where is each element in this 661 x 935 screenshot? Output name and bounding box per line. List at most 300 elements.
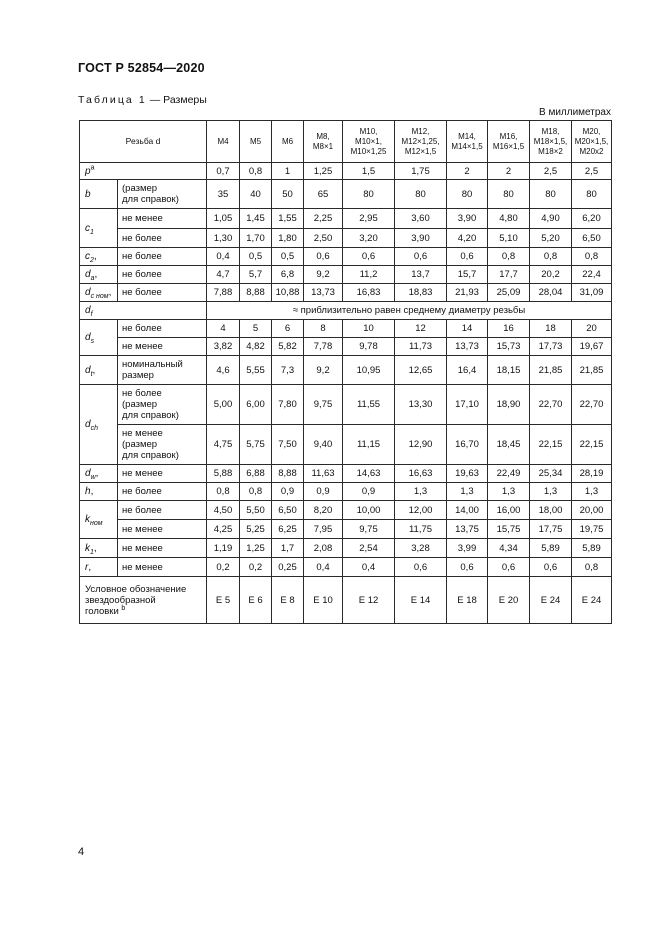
- value-cell: 8,20: [304, 501, 343, 520]
- table-row-dw: [80, 465, 612, 483]
- value-cell: 9,2: [304, 356, 343, 385]
- row-condition: [118, 356, 207, 385]
- table-row-ds: [80, 320, 612, 338]
- value-cell: 19,63: [447, 465, 488, 483]
- row-symbol: [80, 248, 118, 266]
- thread-size-text: M18×1,5,: [533, 136, 568, 146]
- symbol-letter: d: [85, 332, 91, 343]
- table-header-row: [80, 121, 612, 163]
- row-symbol: [80, 356, 118, 385]
- value-cell: 1,25: [304, 163, 343, 180]
- row-symbol: [80, 501, 118, 539]
- row-condition: [118, 338, 207, 356]
- value-cell: 3,90: [395, 229, 447, 248]
- value-cell: 12: [395, 320, 447, 338]
- condition-text: не менее: [122, 213, 163, 224]
- value-cell: 4,82: [240, 338, 272, 356]
- value-cell: 1,45: [240, 209, 272, 229]
- value-cell: 11,55: [343, 385, 395, 425]
- thread-size-text: M12×1,5: [404, 146, 437, 156]
- symbol-subscript: a: [90, 275, 95, 282]
- value-cell: 1,7: [272, 539, 304, 558]
- value-cell: 18: [530, 320, 572, 338]
- thread-size-text: M16×1,5: [492, 141, 525, 151]
- symbol-letter: d: [85, 419, 91, 430]
- value-cell: 9,75: [304, 385, 343, 425]
- table-row-b: [80, 180, 612, 209]
- value-cell: 0,2: [240, 558, 272, 577]
- symbol-letter: k: [85, 542, 90, 554]
- value-cell: E 20: [488, 577, 530, 624]
- value-cell: 0,6: [530, 558, 572, 577]
- value-cell: 0,8: [530, 248, 572, 266]
- designation-label-text: Условное обозначение: [85, 583, 187, 595]
- designation-superscript: b: [121, 604, 126, 612]
- value-cell: 28,19: [572, 465, 612, 483]
- value-cell: 6,50: [272, 501, 304, 520]
- value-cell: 7,78: [304, 338, 343, 356]
- row-condition: [118, 501, 207, 520]
- value-cell: 22,70: [530, 385, 572, 425]
- symbol-letter: d: [85, 305, 91, 316]
- row-symbol: [80, 320, 118, 356]
- table-row-c1: [80, 209, 612, 229]
- thread-size-text: M8×1: [312, 141, 334, 151]
- value-cell: 4,75: [207, 425, 240, 465]
- value-cell: 7,95: [304, 520, 343, 539]
- header-thread-size: [304, 121, 343, 163]
- value-cell: E 5: [207, 577, 240, 624]
- condition-text: не более: [122, 504, 162, 516]
- condition-text: не более: [122, 251, 162, 262]
- symbol-subscript: s: [90, 338, 95, 345]
- row-condition: [118, 229, 207, 248]
- value-cell: 18,15: [488, 356, 530, 385]
- row-symbol: [80, 209, 118, 248]
- value-cell: 80: [343, 180, 395, 209]
- symbol-subscript: t: [90, 370, 93, 378]
- value-cell: 1,3: [572, 483, 612, 501]
- value-cell: 21,85: [530, 356, 572, 385]
- table-row-p: [80, 163, 612, 180]
- value-cell: 6,88: [240, 465, 272, 483]
- value-cell: 1,55: [272, 209, 304, 229]
- value-cell: 65: [304, 180, 343, 209]
- condition-text: номинальный: [122, 359, 183, 370]
- thread-size-text: M8,: [316, 131, 330, 141]
- row-condition: [118, 248, 207, 266]
- value-cell: 9,2: [304, 266, 343, 284]
- table-row-df: [80, 302, 612, 320]
- value-cell: E 8: [272, 577, 304, 624]
- symbol-letter: c: [85, 251, 90, 262]
- value-cell: 28,04: [530, 284, 572, 302]
- row-condition: [118, 180, 207, 209]
- value-cell: 0,6: [447, 558, 488, 577]
- value-cell: 12,65: [395, 356, 447, 385]
- thread-size-text: M14,: [458, 131, 476, 141]
- table-row-h: [80, 483, 612, 501]
- symbol-subscript: w: [90, 474, 96, 481]
- value-cell: 4,90: [530, 209, 572, 229]
- value-cell: 0,4: [304, 558, 343, 577]
- value-cell: 22,15: [530, 425, 572, 465]
- value-cell: 1,80: [272, 229, 304, 248]
- value-cell: 9,75: [343, 520, 395, 539]
- value-cell: 5,89: [572, 539, 612, 558]
- value-cell: 25,34: [530, 465, 572, 483]
- value-cell: 16,4: [447, 356, 488, 385]
- value-cell: 80: [530, 180, 572, 209]
- thread-size-text: M18,: [541, 126, 560, 136]
- row-symbol: [80, 483, 118, 501]
- row-condition: [118, 284, 207, 302]
- value-cell: 6,50: [572, 229, 612, 248]
- value-cell: 15,75: [488, 520, 530, 539]
- condition-text: не более: [122, 323, 162, 334]
- row-condition: [118, 539, 207, 558]
- value-cell: 2,54: [343, 539, 395, 558]
- row-symbol: [80, 180, 118, 209]
- value-cell: 18,45: [488, 425, 530, 465]
- symbol-subscript: 2: [90, 257, 94, 264]
- value-cell: 1,3: [395, 483, 447, 501]
- row-condition: [118, 465, 207, 483]
- value-cell: 13,73: [304, 284, 343, 302]
- condition-text: размер: [122, 370, 154, 381]
- value-cell: 0,4: [343, 558, 395, 577]
- value-cell: 14: [447, 320, 488, 338]
- value-cell: 80: [488, 180, 530, 209]
- page-number: 4: [78, 846, 85, 858]
- condition-text: (размер: [122, 439, 158, 450]
- value-cell: 10: [343, 320, 395, 338]
- condition-text: не более: [122, 287, 162, 298]
- header-thread-size: [572, 121, 612, 163]
- value-cell: 20,00: [572, 501, 612, 520]
- value-cell: 80: [572, 180, 612, 209]
- value-cell: 1,25: [240, 539, 272, 558]
- condition-text: не более: [122, 388, 162, 399]
- value-cell: 11,75: [395, 520, 447, 539]
- value-cell: 6,25: [272, 520, 304, 539]
- table-row-c1: [80, 229, 612, 248]
- value-cell: E 12: [343, 577, 395, 624]
- value-cell: 13,30: [395, 385, 447, 425]
- value-cell: 12,00: [395, 501, 447, 520]
- condition-text: не более: [122, 232, 162, 244]
- row-symbol: [80, 558, 118, 577]
- value-cell: 1,3: [488, 483, 530, 501]
- condition-text: не более: [122, 269, 162, 280]
- value-cell: 16,63: [395, 465, 447, 483]
- table-caption-number: Таблица 1: [78, 94, 147, 106]
- condition-text: для справок): [122, 194, 179, 205]
- value-cell: 7,80: [272, 385, 304, 425]
- value-cell: 2,25: [304, 209, 343, 229]
- header-thread-title: Резьба d: [80, 121, 207, 163]
- thread-size-text: M20,: [582, 126, 601, 136]
- value-cell: 18,90: [488, 385, 530, 425]
- symbol-subscript: 1: [90, 228, 94, 236]
- table-row-k: [80, 501, 612, 520]
- table-row-ds: [80, 338, 612, 356]
- designation-label: [80, 577, 207, 624]
- table-row-r: [80, 558, 612, 577]
- symbol-subscript: c ном: [90, 293, 109, 300]
- thread-size-text: M10,: [359, 126, 378, 136]
- value-cell: 50: [272, 180, 304, 209]
- thread-size-text: M12,: [411, 126, 430, 136]
- value-cell: 3,90: [447, 209, 488, 229]
- header-thread-size: [272, 121, 304, 163]
- table-row-k1: [80, 539, 612, 558]
- value-cell: 2,95: [343, 209, 395, 229]
- table-row-designation: [80, 577, 612, 624]
- value-cell: 3,99: [447, 539, 488, 558]
- value-cell: 11,15: [343, 425, 395, 465]
- value-cell: 5,25: [240, 520, 272, 539]
- row-condition: [118, 520, 207, 539]
- value-cell: 0,9: [272, 483, 304, 501]
- value-cell: 5,75: [240, 425, 272, 465]
- header-thread-size: [530, 121, 572, 163]
- value-cell: 15,7: [447, 266, 488, 284]
- value-cell: E 24: [530, 577, 572, 624]
- value-cell: 16: [488, 320, 530, 338]
- symbol-comma: ,: [90, 486, 94, 497]
- row-symbol: [80, 465, 118, 483]
- value-cell: 0,6: [395, 558, 447, 577]
- value-cell: 2,08: [304, 539, 343, 558]
- value-cell: 16,70: [447, 425, 488, 465]
- value-cell: 25,09: [488, 284, 530, 302]
- value-cell: 1,75: [395, 163, 447, 180]
- table-row-dch: [80, 385, 612, 425]
- value-cell: 14,00: [447, 501, 488, 520]
- value-cell: 0,8: [240, 483, 272, 501]
- value-cell: 0,6: [395, 248, 447, 266]
- value-cell: 19,67: [572, 338, 612, 356]
- value-cell: 22,4: [572, 266, 612, 284]
- value-cell: E 18: [447, 577, 488, 624]
- row-condition: [118, 320, 207, 338]
- value-cell: 17,7: [488, 266, 530, 284]
- value-cell: 1: [272, 163, 304, 180]
- condition-text: не менее: [122, 428, 163, 439]
- condition-text: для справок): [122, 450, 179, 461]
- value-cell: 11,63: [304, 465, 343, 483]
- value-cell: 5,20: [530, 229, 572, 248]
- thread-size-text: M10×1,25: [350, 146, 387, 156]
- value-cell: 6,00: [240, 385, 272, 425]
- value-cell: 21,93: [447, 284, 488, 302]
- header-thread-size: [207, 121, 240, 163]
- value-cell: 0,6: [304, 248, 343, 266]
- value-cell: 2: [447, 163, 488, 180]
- value-cell: 3,60: [395, 209, 447, 229]
- value-cell: 0,5: [240, 248, 272, 266]
- symbol-subscript: ном: [90, 520, 103, 527]
- value-cell: 4,80: [488, 209, 530, 229]
- value-cell: 10,95: [343, 356, 395, 385]
- value-cell: 1,19: [207, 539, 240, 558]
- value-cell: 12,90: [395, 425, 447, 465]
- value-cell: 0,7: [207, 163, 240, 180]
- symbol-comma: ,: [93, 542, 97, 554]
- value-cell: E 24: [572, 577, 612, 624]
- value-cell: 0,25: [272, 558, 304, 577]
- thread-size-text: M20×1,5,: [574, 136, 609, 146]
- symbol-superscript: a: [90, 164, 95, 172]
- table-row-k: [80, 520, 612, 539]
- table-row-da: [80, 266, 612, 284]
- value-cell: 13,75: [447, 520, 488, 539]
- designation-label-text: звездообразной: [85, 594, 156, 606]
- condition-text: не менее: [122, 341, 163, 352]
- row-condition: [118, 483, 207, 501]
- symbol-comma: ,: [93, 251, 97, 262]
- value-cell: 8: [304, 320, 343, 338]
- symbol-comma: ,: [94, 269, 98, 280]
- condition-text: не менее: [122, 561, 163, 573]
- value-cell: 0,6: [488, 558, 530, 577]
- value-cell: 10,00: [343, 501, 395, 520]
- document-code: ГОСТ Р 52854—2020: [78, 61, 205, 75]
- value-cell: 1,70: [240, 229, 272, 248]
- value-cell: 22,70: [572, 385, 612, 425]
- dimensions-table: [79, 120, 612, 624]
- table-caption-title: — Размеры: [146, 94, 207, 106]
- table-caption: [78, 94, 207, 106]
- value-cell: 5,89: [530, 539, 572, 558]
- value-cell: 7,88: [207, 284, 240, 302]
- value-cell: 0,5: [272, 248, 304, 266]
- value-cell: 6: [272, 320, 304, 338]
- value-cell: 80: [447, 180, 488, 209]
- value-cell: 18,83: [395, 284, 447, 302]
- value-cell: 5,55: [240, 356, 272, 385]
- value-cell: 31,09: [572, 284, 612, 302]
- value-cell: 11,73: [395, 338, 447, 356]
- row-symbol: [80, 385, 118, 465]
- condition-text: не менее: [122, 468, 163, 479]
- symbol-letter: d: [85, 287, 91, 298]
- row-condition: [118, 425, 207, 465]
- row-symbol: [80, 539, 118, 558]
- condition-text: не менее: [122, 542, 163, 554]
- condition-text: (размер: [122, 183, 158, 194]
- row-condition: [118, 266, 207, 284]
- header-thread-size: [240, 121, 272, 163]
- thread-size-text: M14×1,5: [451, 141, 483, 151]
- value-cell: 19,75: [572, 520, 612, 539]
- value-cell: 1,30: [207, 229, 240, 248]
- symbol-comma: ,: [88, 561, 92, 573]
- value-cell: 80: [395, 180, 447, 209]
- value-cell: 0,4: [207, 248, 240, 266]
- row-condition: [118, 558, 207, 577]
- value-cell: 5,10: [488, 229, 530, 248]
- value-cell: 5,82: [272, 338, 304, 356]
- header-thread-size: [343, 121, 395, 163]
- value-cell: 15,73: [488, 338, 530, 356]
- symbol-subscript: 1: [90, 548, 94, 556]
- condition-text: не более: [122, 486, 162, 497]
- value-cell: 3,20: [343, 229, 395, 248]
- symbol-letter: b: [85, 188, 91, 200]
- value-cell: 13,7: [395, 266, 447, 284]
- value-cell: 21,85: [572, 356, 612, 385]
- symbol-letter: d: [85, 364, 91, 376]
- value-cell: 4,25: [207, 520, 240, 539]
- symbol-letter: d: [85, 269, 91, 280]
- value-cell: 16,83: [343, 284, 395, 302]
- thread-size-text: M16,: [499, 131, 518, 141]
- row-condition: [118, 385, 207, 425]
- value-cell: 16,00: [488, 501, 530, 520]
- value-cell: 0,8: [240, 163, 272, 180]
- thread-size-text: M18×2: [538, 146, 563, 156]
- value-cell: 4,20: [447, 229, 488, 248]
- symbol-letter: h: [85, 486, 91, 497]
- value-cell: 0,8: [207, 483, 240, 501]
- value-cell: 0,9: [343, 483, 395, 501]
- value-cell: 14,63: [343, 465, 395, 483]
- symbol-letter: c: [85, 222, 90, 234]
- value-cell: 2,5: [572, 163, 612, 180]
- value-cell: 1,5: [343, 163, 395, 180]
- value-cell: 4: [207, 320, 240, 338]
- value-cell: 10,88: [272, 284, 304, 302]
- symbol-subscript: ch: [90, 425, 98, 432]
- value-cell: E 14: [395, 577, 447, 624]
- value-cell: 17,10: [447, 385, 488, 425]
- value-cell: 3,82: [207, 338, 240, 356]
- symbol-comma: ,: [108, 287, 112, 298]
- table-row-c2: [80, 248, 612, 266]
- value-cell: 17,75: [530, 520, 572, 539]
- header-thread-size: [395, 121, 447, 163]
- value-cell: 4,6: [207, 356, 240, 385]
- row-symbol: [80, 284, 118, 302]
- thread-size-text: M5: [249, 136, 262, 146]
- symbol-letter: d: [85, 468, 91, 479]
- value-cell: 7,3: [272, 356, 304, 385]
- value-cell: 40: [240, 180, 272, 209]
- symbol-letter: r: [85, 561, 89, 573]
- symbol-subscript: f: [90, 311, 93, 318]
- value-cell: 0,8: [572, 558, 612, 577]
- value-cell: 4,34: [488, 539, 530, 558]
- thread-size-text: M10×1,: [355, 136, 382, 146]
- value-cell: 4,7: [207, 266, 240, 284]
- thread-size-text: M20x2: [579, 146, 604, 156]
- value-cell: 1,05: [207, 209, 240, 229]
- value-cell: 0,9: [304, 483, 343, 501]
- value-cell: 9,78: [343, 338, 395, 356]
- value-cell: 9,40: [304, 425, 343, 465]
- value-cell: 5,50: [240, 501, 272, 520]
- value-cell: E 6: [240, 577, 272, 624]
- value-cell: 5,7: [240, 266, 272, 284]
- value-cell: 22,15: [572, 425, 612, 465]
- thread-size-text: M6: [281, 136, 294, 146]
- value-cell: 22,49: [488, 465, 530, 483]
- value-cell: 0,8: [488, 248, 530, 266]
- condition-text: для справок): [122, 410, 179, 421]
- value-cell: 6,20: [572, 209, 612, 229]
